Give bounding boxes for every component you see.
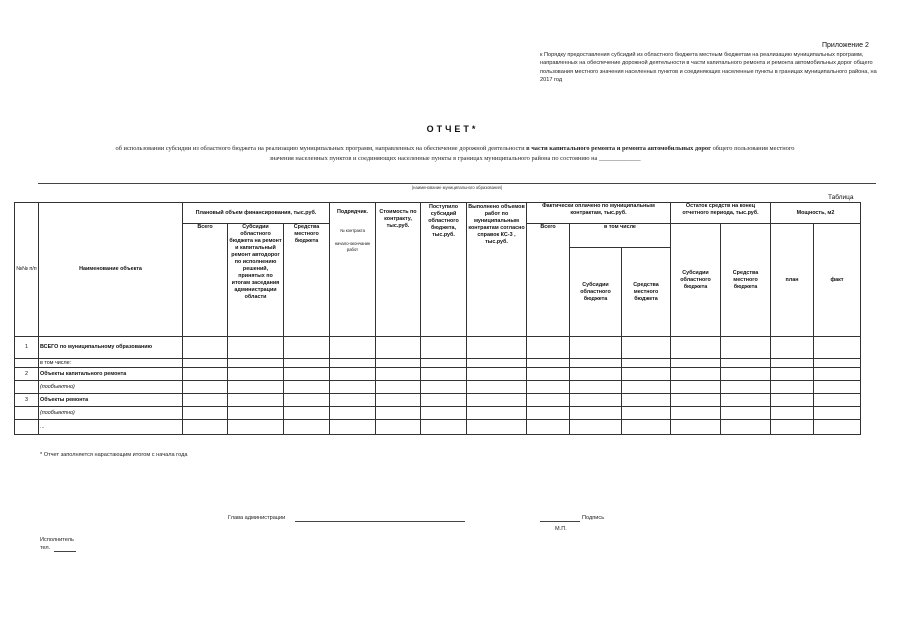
col-header-power-fact: факт	[814, 224, 861, 337]
row-cell	[467, 368, 527, 381]
row-num: 3	[15, 394, 39, 407]
municipality-line	[38, 183, 876, 184]
table-row	[15, 420, 861, 435]
row-cell	[527, 359, 570, 368]
row-cell	[622, 368, 671, 381]
table-row	[15, 368, 861, 381]
table-row	[15, 381, 861, 394]
row-cell	[183, 420, 228, 435]
row-cell	[183, 407, 228, 420]
row-cell	[183, 359, 228, 368]
row-cell	[527, 420, 570, 435]
row-cell	[671, 337, 721, 359]
row-cell	[376, 368, 421, 381]
subtitle-part2: общего пользования местного	[712, 145, 795, 152]
table-row	[15, 359, 861, 368]
col-header-paid-local: Средства местного бюджета	[622, 248, 671, 337]
col-header-paid: Фактически оплачено по муниципальным контрактам, тыс.руб.	[527, 203, 671, 224]
row-cell	[376, 381, 421, 394]
col-header-done	[467, 203, 527, 337]
row-cell	[183, 394, 228, 407]
row-cell	[570, 368, 622, 381]
col-header-rest-local: Средства местного бюджета	[721, 224, 771, 337]
col-header-rest: Остаток средств на конец отчетного периода, тыс.руб.	[671, 203, 771, 224]
row-cell	[183, 381, 228, 394]
col-header-cost	[376, 203, 421, 337]
stamp-label: М.П.	[555, 526, 567, 532]
row-cell	[671, 359, 721, 368]
row-num	[15, 420, 39, 435]
table-label: Таблица	[828, 194, 854, 201]
row-cell	[570, 394, 622, 407]
footnote: * Отчет заполняется нарастающим итогом с начала года	[40, 452, 188, 458]
row-cell	[570, 359, 622, 368]
row-cell	[330, 420, 376, 435]
row-cell	[376, 394, 421, 407]
row-cell	[814, 337, 861, 359]
row-cell	[330, 381, 376, 394]
row-name: (пообъектно)	[39, 407, 183, 420]
col-header-contractor	[330, 203, 376, 337]
row-cell	[421, 368, 467, 381]
row-cell	[421, 407, 467, 420]
row-cell	[622, 337, 671, 359]
row-cell	[421, 394, 467, 407]
municipality-caption: (наименование муниципального образования)	[411, 185, 503, 190]
done-label: Выполнено объемов работ по муниципальным контрактам согласно справок КС-3 , тыс.руб.	[468, 204, 525, 245]
contract-no-label: № контракта	[340, 228, 365, 233]
row-cell	[622, 394, 671, 407]
row-cell	[421, 359, 467, 368]
row-cell	[284, 420, 330, 435]
col-header-paid-incl: в том числе	[570, 224, 671, 248]
col-header-plan-subsidy: Субсидии областного бюджета на ремонт и капитальный ремонт автодорог по исполнению решений, принятых по итогам заседания администрации области	[228, 224, 284, 337]
row-cell	[570, 337, 622, 359]
row-cell	[671, 394, 721, 407]
row-name: Объекты капитального ремонта	[39, 368, 183, 381]
row-cell	[467, 381, 527, 394]
row-cell	[671, 381, 721, 394]
signature-label: Подпись	[582, 515, 605, 521]
row-cell	[527, 337, 570, 359]
row-cell	[527, 394, 570, 407]
row-cell	[284, 359, 330, 368]
row-cell	[467, 407, 527, 420]
col-header-name: Наименование объекта	[39, 203, 183, 337]
contract-dates-label: начало-окончание работ	[334, 241, 371, 252]
row-cell	[467, 337, 527, 359]
row-cell	[376, 359, 421, 368]
row-num	[15, 359, 39, 368]
row-name: (пообъектно)	[39, 381, 183, 394]
signature-line	[540, 521, 580, 522]
appendix-text: к Порядку предоставления субсидий из областного бюджета местным бюджетам на реализацию муниципальных программ, направленных на обеспечение дорожной деятельности в части капитального ремонта и ремонта автомобильных дорог общего пользования местного значения населенных пунктов и соединяющих населенные пункты в границах муниципального района, на 2017 год	[540, 52, 877, 84]
row-cell	[228, 394, 284, 407]
row-name: ...	[39, 420, 183, 435]
col-header-plan-total: Всего	[183, 224, 228, 337]
row-cell	[622, 359, 671, 368]
executor-label: Исполнитель	[40, 537, 74, 543]
row-cell	[467, 420, 527, 435]
appendix-title: Приложение 2	[822, 42, 869, 49]
row-cell	[814, 381, 861, 394]
col-header-paid-total: Всего	[527, 224, 570, 337]
col-header-num: №№ п/п	[15, 203, 39, 337]
head-signature-line	[295, 521, 465, 522]
row-cell	[467, 359, 527, 368]
row-cell	[376, 407, 421, 420]
report-table	[14, 202, 861, 435]
col-header-plan-local: Средства местного бюджета	[284, 224, 330, 337]
row-cell	[771, 359, 814, 368]
row-cell	[814, 359, 861, 368]
row-cell	[771, 381, 814, 394]
row-cell	[183, 337, 228, 359]
contractor-label: Подрядчик.	[337, 209, 368, 215]
row-cell	[671, 407, 721, 420]
col-header-power: Мощность, м2	[771, 203, 861, 224]
row-cell	[622, 381, 671, 394]
received-label: Поступило субсидий областного бюджета, тыс.руб.	[428, 204, 459, 238]
row-cell	[671, 420, 721, 435]
col-header-plan: Плановый объем финансирования, тыс.руб.	[183, 203, 330, 224]
row-cell	[771, 337, 814, 359]
row-num: 2	[15, 368, 39, 381]
row-cell	[814, 368, 861, 381]
row-cell	[771, 394, 814, 407]
phone-line	[54, 551, 76, 552]
row-cell	[527, 407, 570, 420]
subtitle-part1: об использовании субсидии из областного бюджета на реализацию муниципальных программ, направленных на обеспечение дорожной деятельности	[115, 145, 525, 152]
row-cell	[622, 407, 671, 420]
row-cell	[467, 394, 527, 407]
row-cell	[228, 407, 284, 420]
row-cell	[814, 407, 861, 420]
row-cell	[721, 394, 771, 407]
row-num: 1	[15, 337, 39, 359]
row-cell	[622, 420, 671, 435]
row-cell	[330, 407, 376, 420]
row-cell	[527, 381, 570, 394]
row-cell	[284, 407, 330, 420]
col-header-rest-subsidy: Субсидии областного бюджета	[671, 224, 721, 337]
row-name: Объекты ремонта	[39, 394, 183, 407]
row-cell	[376, 420, 421, 435]
row-cell	[671, 368, 721, 381]
head-label: Глава администрации	[228, 515, 286, 521]
row-cell	[814, 394, 861, 407]
row-num	[15, 407, 39, 420]
subtitle-bold: в части капитального ремонта и ремонта автомобильных дорог	[526, 145, 711, 152]
row-cell	[228, 420, 284, 435]
cost-label: Стоимость по контракту, тыс.руб.	[379, 209, 417, 229]
row-cell	[228, 381, 284, 394]
row-cell	[284, 368, 330, 381]
row-cell	[771, 407, 814, 420]
row-num	[15, 381, 39, 394]
row-name: ВСЕГО по муниципальному образованию	[39, 337, 183, 359]
col-header-power-plan: план	[771, 224, 814, 337]
row-cell	[721, 337, 771, 359]
row-cell	[771, 420, 814, 435]
row-cell	[421, 420, 467, 435]
row-cell	[570, 381, 622, 394]
col-header-paid-subsidy: Субсидии областного бюджета	[570, 248, 622, 337]
row-cell	[721, 368, 771, 381]
row-cell	[721, 359, 771, 368]
table-row	[15, 394, 861, 407]
row-name: в том числе:	[39, 359, 183, 368]
row-cell	[330, 394, 376, 407]
row-cell	[330, 368, 376, 381]
row-cell	[721, 420, 771, 435]
col-header-received	[421, 203, 467, 337]
row-cell	[421, 337, 467, 359]
row-cell	[721, 381, 771, 394]
table-row	[15, 337, 861, 359]
table-body	[15, 337, 861, 435]
row-cell	[376, 337, 421, 359]
phone-label: тел.	[40, 545, 51, 551]
row-cell	[570, 407, 622, 420]
row-cell	[228, 368, 284, 381]
row-cell	[228, 359, 284, 368]
row-cell	[228, 337, 284, 359]
row-cell	[284, 381, 330, 394]
row-cell	[814, 420, 861, 435]
row-cell	[421, 381, 467, 394]
row-cell	[284, 337, 330, 359]
row-cell	[284, 394, 330, 407]
row-cell	[721, 407, 771, 420]
row-cell	[330, 359, 376, 368]
report-subtitle-line2: значения населенных пунктов и соединяющих населенные пункты в границах муниципального района по состоянию на _____________	[269, 155, 641, 162]
report-subtitle-line1	[40, 145, 870, 152]
row-cell	[771, 368, 814, 381]
row-cell	[527, 368, 570, 381]
row-cell	[570, 420, 622, 435]
row-cell	[183, 368, 228, 381]
table-row	[15, 407, 861, 420]
report-title: ОТЧЕТ*	[426, 124, 479, 134]
row-cell	[330, 337, 376, 359]
